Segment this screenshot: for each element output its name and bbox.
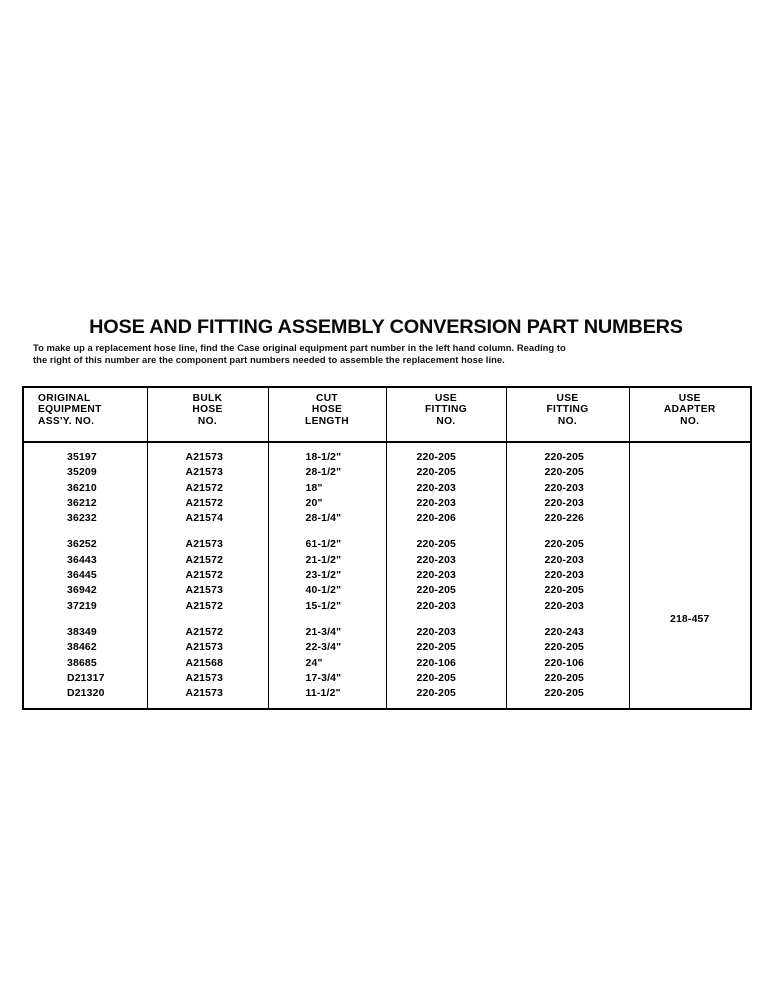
- cell-value: 28-1/2": [305, 467, 342, 479]
- cell-value: 61-1/2": [305, 539, 342, 551]
- cell-value: 220-205: [544, 452, 585, 463]
- header-line-1: BULK: [192, 393, 223, 404]
- table-row: [23, 442, 751, 709]
- cell-value: A21573: [185, 642, 224, 654]
- header-line-2: FITTING: [546, 404, 589, 416]
- cell-value: 37219: [67, 600, 97, 612]
- group-spacer: [545, 526, 629, 537]
- group-spacer: [67, 526, 147, 537]
- group-block-1: [387, 443, 506, 708]
- cell-value: 220-243: [544, 626, 585, 638]
- cell-value: 28-1/4": [305, 513, 342, 525]
- intro-paragraph: [33, 342, 745, 365]
- cell-value: 220-205: [544, 585, 585, 597]
- cell-value: 35197: [67, 452, 97, 463]
- header-line-1: CUT: [316, 393, 338, 404]
- cell-value: A21573: [185, 539, 224, 551]
- cell-value: 220-203: [544, 554, 585, 566]
- group-spacer: [306, 526, 386, 537]
- cell-value: 220-203: [416, 497, 457, 509]
- column-header-bulk-hose: [147, 387, 268, 442]
- header-line-1: USE: [435, 393, 457, 404]
- header-line-2: ADAPTER: [663, 404, 716, 416]
- cell-value: 220-203: [416, 570, 457, 582]
- cell-value: D21320: [67, 688, 105, 700]
- cell-use-adapter: [629, 442, 751, 709]
- group-spacer: [417, 614, 506, 625]
- cell-use-fitting-1: [386, 442, 506, 709]
- header-line-3: ASS'Y. NO.: [38, 415, 95, 427]
- group-block-1: [269, 443, 386, 708]
- header-line-1: USE: [556, 393, 579, 404]
- cell-value: A21572: [185, 570, 224, 582]
- table-header: [23, 387, 751, 442]
- cell-value: A21572: [185, 600, 224, 612]
- adapter-spacer: [630, 450, 751, 612]
- column-header-original-equipment: [23, 387, 147, 442]
- cell-value: 38349: [67, 626, 97, 638]
- cell-value: 24": [305, 657, 323, 669]
- cell-value: 220-205: [416, 585, 457, 597]
- adapter-block: [630, 443, 751, 634]
- intro-line-1: To make up a replacement hose line, find the Case original equipment part number in the left hand column. Reading to: [33, 342, 566, 353]
- cell-value: 21-3/4": [305, 626, 342, 638]
- cell-value: 18-1/2": [305, 452, 342, 463]
- header-line-2: EQUIPMENT: [38, 404, 102, 416]
- cell-value: 11-1/2": [305, 688, 341, 700]
- table-header-row: [23, 387, 751, 442]
- intro-line-2: the right of this number are the component part numbers needed to assemble the replacement hose line.: [33, 353, 505, 365]
- cell-value: 220-203: [416, 600, 457, 612]
- header-line-3: NO.: [436, 415, 456, 427]
- group-block-1: [148, 443, 268, 708]
- header-line-3: NO.: [680, 415, 700, 427]
- cell-value: 220-203: [544, 600, 585, 612]
- cell-value: A21574: [185, 513, 224, 525]
- title-block: [0, 316, 772, 338]
- cell-value: 36445: [67, 570, 97, 582]
- cell-value: 220-205: [416, 539, 457, 551]
- cell-value: 36212: [67, 497, 97, 509]
- cell-value: 220-106: [416, 657, 457, 669]
- header-line-3: LENGTH: [305, 415, 349, 427]
- cell-value: 40-1/2": [305, 585, 342, 597]
- cell-value: 220-205: [416, 672, 457, 684]
- group-spacer: [306, 614, 386, 625]
- cell-value: 23-1/2": [305, 570, 342, 582]
- cell-value: A21572: [185, 482, 224, 494]
- cell-value: 220-203: [544, 497, 585, 509]
- cell-value: D21317: [67, 672, 105, 684]
- cell-value: A21568: [185, 657, 224, 669]
- cell-use-fitting-2: [506, 442, 629, 709]
- cell-value: 220-203: [416, 626, 457, 638]
- cell-value: A21573: [185, 688, 224, 700]
- cell-value: 220-205: [544, 467, 585, 479]
- group-spacer: [545, 614, 629, 625]
- header-line-1: ORIGINAL: [38, 393, 91, 404]
- cell-value: 220-205: [416, 467, 457, 479]
- cell-value: A21572: [185, 497, 224, 509]
- page-title: HOSE AND FITTING ASSEMBLY CONVERSION PART NUMBERS: [89, 316, 683, 338]
- cell-value: A21573: [185, 452, 224, 463]
- header-line-2: HOSE: [311, 404, 343, 416]
- cell-value: 18": [305, 482, 323, 494]
- cell-value: 15-1/2": [305, 600, 342, 612]
- cell-value: 17-3/4": [305, 672, 342, 684]
- column-header-cut-hose-length: [268, 387, 386, 442]
- cell-value: 220-205: [416, 642, 457, 654]
- column-header-use-fitting-1: [386, 387, 506, 442]
- cell-value: 220-226: [544, 513, 585, 525]
- cell-value: 220-203: [416, 482, 457, 494]
- cell-value: 220-203: [544, 482, 585, 494]
- cell-value: 22-3/4": [305, 642, 342, 654]
- header-line-2: HOSE: [192, 404, 223, 416]
- cell-value: 36252: [67, 539, 97, 551]
- cell-value: 220-106: [544, 657, 585, 669]
- cell-value: 38685: [67, 657, 97, 669]
- cell-value: A21573: [185, 585, 224, 597]
- cell-value: 38462: [67, 642, 97, 654]
- parts-table: [22, 386, 752, 710]
- cell-value: 220-205: [544, 672, 585, 684]
- header-line-3: NO.: [557, 415, 578, 427]
- cell-value: 36942: [67, 585, 97, 597]
- cell-value: 220-203: [416, 554, 457, 566]
- cell-value: 220-205: [416, 688, 457, 700]
- cell-original-equipment: [23, 442, 147, 709]
- cell-cut-hose-length: [268, 442, 386, 709]
- parts-table-container: [22, 386, 750, 710]
- cell-value: A21572: [185, 554, 224, 566]
- cell-value: 20": [305, 497, 323, 509]
- cell-value: 36232: [67, 513, 97, 525]
- cell-value: 220-205: [544, 688, 585, 700]
- cell-value: 220-205: [416, 452, 457, 463]
- cell-value: A21573: [185, 672, 224, 684]
- group-spacer: [186, 614, 268, 625]
- header-line-2: FITTING: [424, 404, 468, 416]
- column-header-use-fitting-2: [506, 387, 629, 442]
- cell-bulk-hose: [147, 442, 268, 709]
- group-block-1: [24, 443, 147, 708]
- table-body: [23, 442, 751, 709]
- cell-value: 218-457: [669, 614, 710, 625]
- cell-value: 21-1/2": [305, 554, 342, 566]
- header-line-3: NO.: [197, 415, 218, 427]
- group-spacer: [417, 526, 506, 537]
- cell-value: 36443: [67, 554, 97, 566]
- cell-value: A21573: [185, 467, 224, 479]
- cell-value: 36210: [67, 482, 97, 494]
- group-spacer: [67, 614, 147, 625]
- group-block-1: [507, 443, 629, 708]
- cell-value: 220-203: [544, 570, 585, 582]
- group-spacer: [186, 526, 268, 537]
- column-header-use-adapter: [629, 387, 751, 442]
- cell-value: A21572: [185, 626, 224, 638]
- header-line-1: USE: [678, 393, 701, 404]
- cell-value: 220-206: [416, 513, 457, 525]
- cell-value: 220-205: [544, 539, 585, 551]
- cell-value: 220-205: [544, 642, 585, 654]
- cell-value: 35209: [67, 467, 97, 479]
